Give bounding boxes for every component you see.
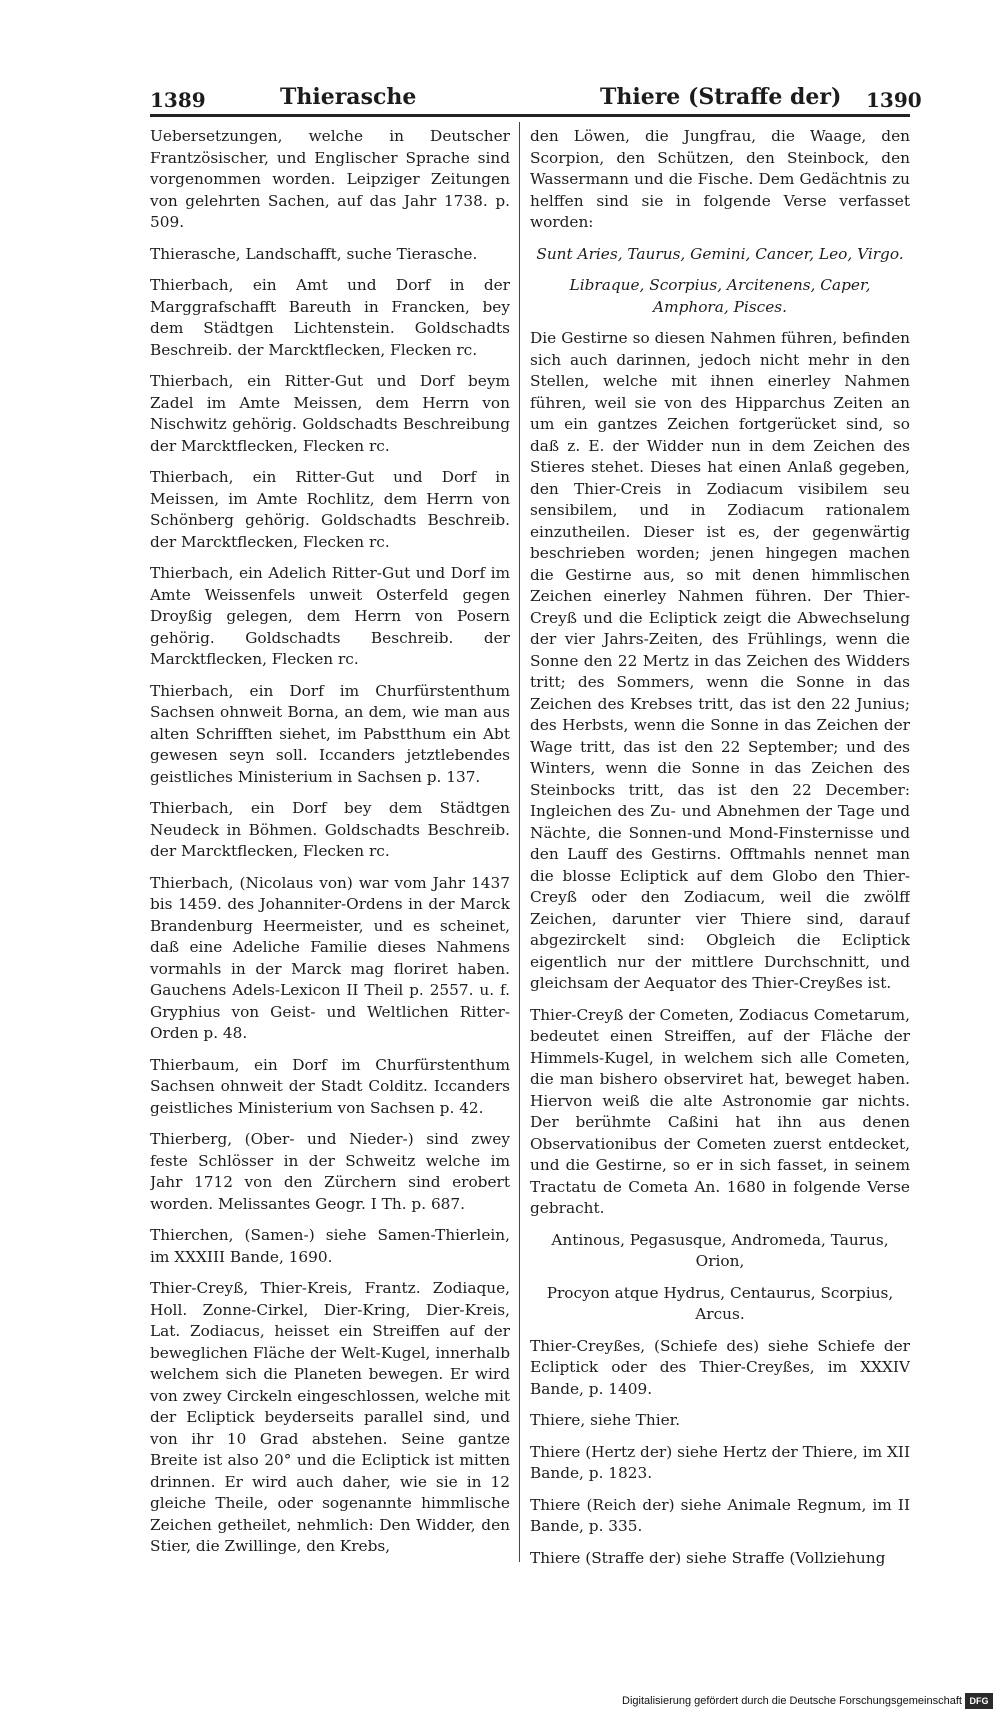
header-rule: [150, 114, 910, 117]
entry-paragraph: Thierbach, ein Dorf im Churfürstenthum Sachsen ohnweit Borna, an dem, wie man aus alten Schrifften siehet, im Pabstthum ein Abt gewesen seyn soll. Iccanders jetztlebendes geistliches Ministerium in Sachsen p. 137.: [150, 681, 510, 786]
digitization-credit: Digitalisierung gefördert durch die Deutsche Forschungsgemeinschaft: [622, 1695, 962, 1707]
right-column: [530, 126, 910, 1606]
entry-paragraph: Thier-Creyßes, (Schiefe des) siehe Schiefe der Ecliptick oder des Thier-Creyßes, im XXXIV Bande, p. 1409.: [530, 1336, 910, 1398]
page-number-left: 1389: [150, 88, 206, 112]
left-column: [150, 126, 510, 1556]
running-title-right: Thiere (Straffe der): [600, 84, 842, 110]
page-header: [150, 78, 922, 118]
entry-paragraph: Thiere (Reich der) siehe Animale Regnum, im II Bande, p. 335.: [530, 1495, 910, 1535]
entry-paragraph: den Löwen, die Jungfrau, die Waage, den Scorpion, den Schützen, den Steinbock, den Wassermann und die Fische. Dem Gedächtnis zu helffen sind sie in folgende Verse verfasset worden:: [530, 127, 910, 231]
latin-verse: Antinous, Pegasusque, Andromeda, Taurus, Orion,: [551, 1230, 889, 1270]
entry-paragraph: Thierbach, (Nicolaus von) war vom Jahr 1437 bis 1459. des Johanniter-Ordens in der Marck Brandenburg Heermeister, und es scheinet, daß eine Adeliche Familie dieses Nahmens vormahls in der Marck mag floriret haben. Gauchens Adels-Lexicon II Theil p. 2557. u. f. Gryphius von Geist- und Weltlichen Ritter-Orden p. 48.: [150, 873, 510, 1042]
entry-paragraph: Thier-Creyß, Thier-Kreis, Frantz. Zodiaque, Holl. Zonne-Cirkel, Dier-Kring, Dier-Kreis, Lat. Zodiacus, heisset ein Streiffen auf der beweglichen Fläche der Welt-Kugel, innerhalb welchem sich die Planeten bewegen. Er wird von zwey Circkeln eingeschlossen, welche mit der Ecliptick beyderseits parallel sind, und von ihr 10 Grad abstehen. Seine gantze Breite ist also 20° und die Ecliptick ist mitten drinnen. Er wird auch daher, wie sie in 12 gleiche Theile, oder sogenannte himmlische Zeichen getheilet, nehmlich: Den Widder, den Stier, die Zwillinge, den Krebs,: [150, 1279, 510, 1555]
entry-paragraph: Thierberg, (Ober- und Nieder-) sind zwey feste Schlösser in der Schweitz welche im Jahr 1712 von den Zürchern sind erobert worden. Melissantes Geogr. I Th. p. 687.: [150, 1130, 510, 1213]
entry-paragraph: Thierasche, Landschafft, suche Tierasche.: [150, 244, 478, 263]
entry-paragraph: Thierbach, ein Amt und Dorf in der Marggrafschafft Bareuth in Francken, bey dem Städtgen Lichtenstein. Goldschadts Beschreib. der Marcktflecken, Flecken rc.: [150, 276, 510, 359]
entry-paragraph: Thierbach, ein Ritter-Gut und Dorf in Meissen, im Amte Rochlitz, dem Herrn von Schönberg gehörig. Goldschadts Beschreib. der Marcktflecken, Flecken rc.: [150, 468, 510, 551]
entry-paragraph: Thierchen, (Samen-) siehe Samen-Thierlein, im XXXIII Bande, 1690.: [150, 1226, 510, 1266]
entry-paragraph: Uebersetzungen, welche in Deutscher Frantzösischer, und Englischer Sprache sind vorgenommen worden. Leipziger Zeitungen von gelehrten Sachen, auf das Jahr 1738. p. 509.: [150, 127, 510, 231]
running-title-left: Thierasche: [280, 84, 417, 110]
latin-verse: Procyon atque Hydrus, Centaurus, Scorpius, Arcus.: [546, 1283, 894, 1323]
entry-paragraph: Thier-Creyß der Cometen, Zodiacus Cometarum, bedeutet einen Streiffen, auf der Fläche der Himmels-Kugel, in welchem sich alle Cometen, die man bishero observiret hat, beweget haben. Hiervon weiß die alte Astronomie gar nichts. Der berühmte Caßini hat ihn aus denen Observationibus der Cometen zuerst entdecket, und die Gestirne, so er in sich fasset, in seinem Tractatu de Cometa An. 1680 in folgende Verse gebracht.: [530, 1005, 910, 1217]
entry-paragraph: Die Gestirne so diesen Nahmen führen, befinden sich auch darinnen, jedoch nicht mehr in den Stellen, welche mit ihnen einerley Nahmen führen, weil sie von des Hipparchus Zeiten an um ein gantzes Zeichen fortgerücket sind, so daß z. E. der Widder nun in dem Zeichen des Stieres stehet. Dieses hat einen Anlaß gegeben, den Thier-Creis in Zodiacum visibilem seu sensibilem, und in Zodiacum rationalem einzutheilen. Dieser ist es, der gegenwärtig beschrieben worden; jenen hingegen machen die Gestirne aus, so mit denen himmlischen Zeichen einerley Nahmen führen. Der Thier-Creyß und die Ecliptick zeigt die Abwechselung der vier Jahrs-Zeiten, des Frühlings, wenn die Sonne den 22 Mertz in das Zeichen des Widders tritt; des Sommers, wenn die Sonne in das Zeichen des Krebses tritt, das ist den 22 Junius; des Herbsts, wenn die Sonne in das Zeichen der Wage tritt, das ist den 22 September; und des Winters, wenn die Sonne in das Zeichen des Steinbocks tritt, das ist den 22 December: Ingleichen des Zu- und Abnehmen der Tage und Nächte, die Sonnen-und Mond-Finsternisse und den Lauff des Gestirns. Offtmahls nennet man die blosse Ecliptick auf dem Globo den Thier-Creyß oder den Zodiacum, weil die zwölff Zeichen, darunter vier Thiere sind, darauf abgezirckelt sind: Obgleich die Ecliptick eigentlich nur der mittlere Durchschnitt, und gleichsam der Aequator des Thier-Creyßes ist.: [530, 329, 910, 992]
page-number-right: 1390: [866, 88, 922, 112]
dfg-logo: DFG: [965, 1693, 993, 1709]
entry-paragraph: Thiere (Straffe der) siehe Straffe (Vollziehung: [530, 1548, 886, 1567]
column-divider: [519, 122, 520, 1562]
latin-verse: Sunt Aries, Taurus, Gemini, Cancer, Leo, Virgo.: [536, 244, 904, 263]
entry-paragraph: Thiere (Hertz der) siehe Hertz der Thiere, im XII Bande, p. 1823.: [530, 1442, 910, 1482]
entry-paragraph: Thierbach, ein Ritter-Gut und Dorf beym Zadel im Amte Meissen, dem Herrn von Nischwitz gehörig. Goldschadts Beschreibung der Marcktflecken, Flecken rc.: [150, 372, 510, 455]
entry-paragraph: Thierbach, ein Adelich Ritter-Gut und Dorf im Amte Weissenfels unweit Osterfeld gegen Droyßig gelegen, dem Herrn von Posern gehörig. Goldschadts Beschreib. der Marcktflecken, Flecken rc.: [150, 564, 510, 668]
latin-verse: Libraque, Scorpius, Arcitenens, Caper, Amphora, Pisces.: [569, 276, 871, 316]
entry-paragraph: Thiere, siehe Thier.: [530, 1411, 681, 1429]
entry-paragraph: Thierbaum, ein Dorf im Churfürstenthum Sachsen ohnweit der Stadt Colditz. Iccanders geistliches Ministerium von Sachsen p. 42.: [150, 1055, 510, 1117]
entry-paragraph: Thierbach, ein Dorf bey dem Städtgen Neudeck in Böhmen. Goldschadts Beschreib. der Marcktflecken, Flecken rc.: [150, 799, 510, 860]
